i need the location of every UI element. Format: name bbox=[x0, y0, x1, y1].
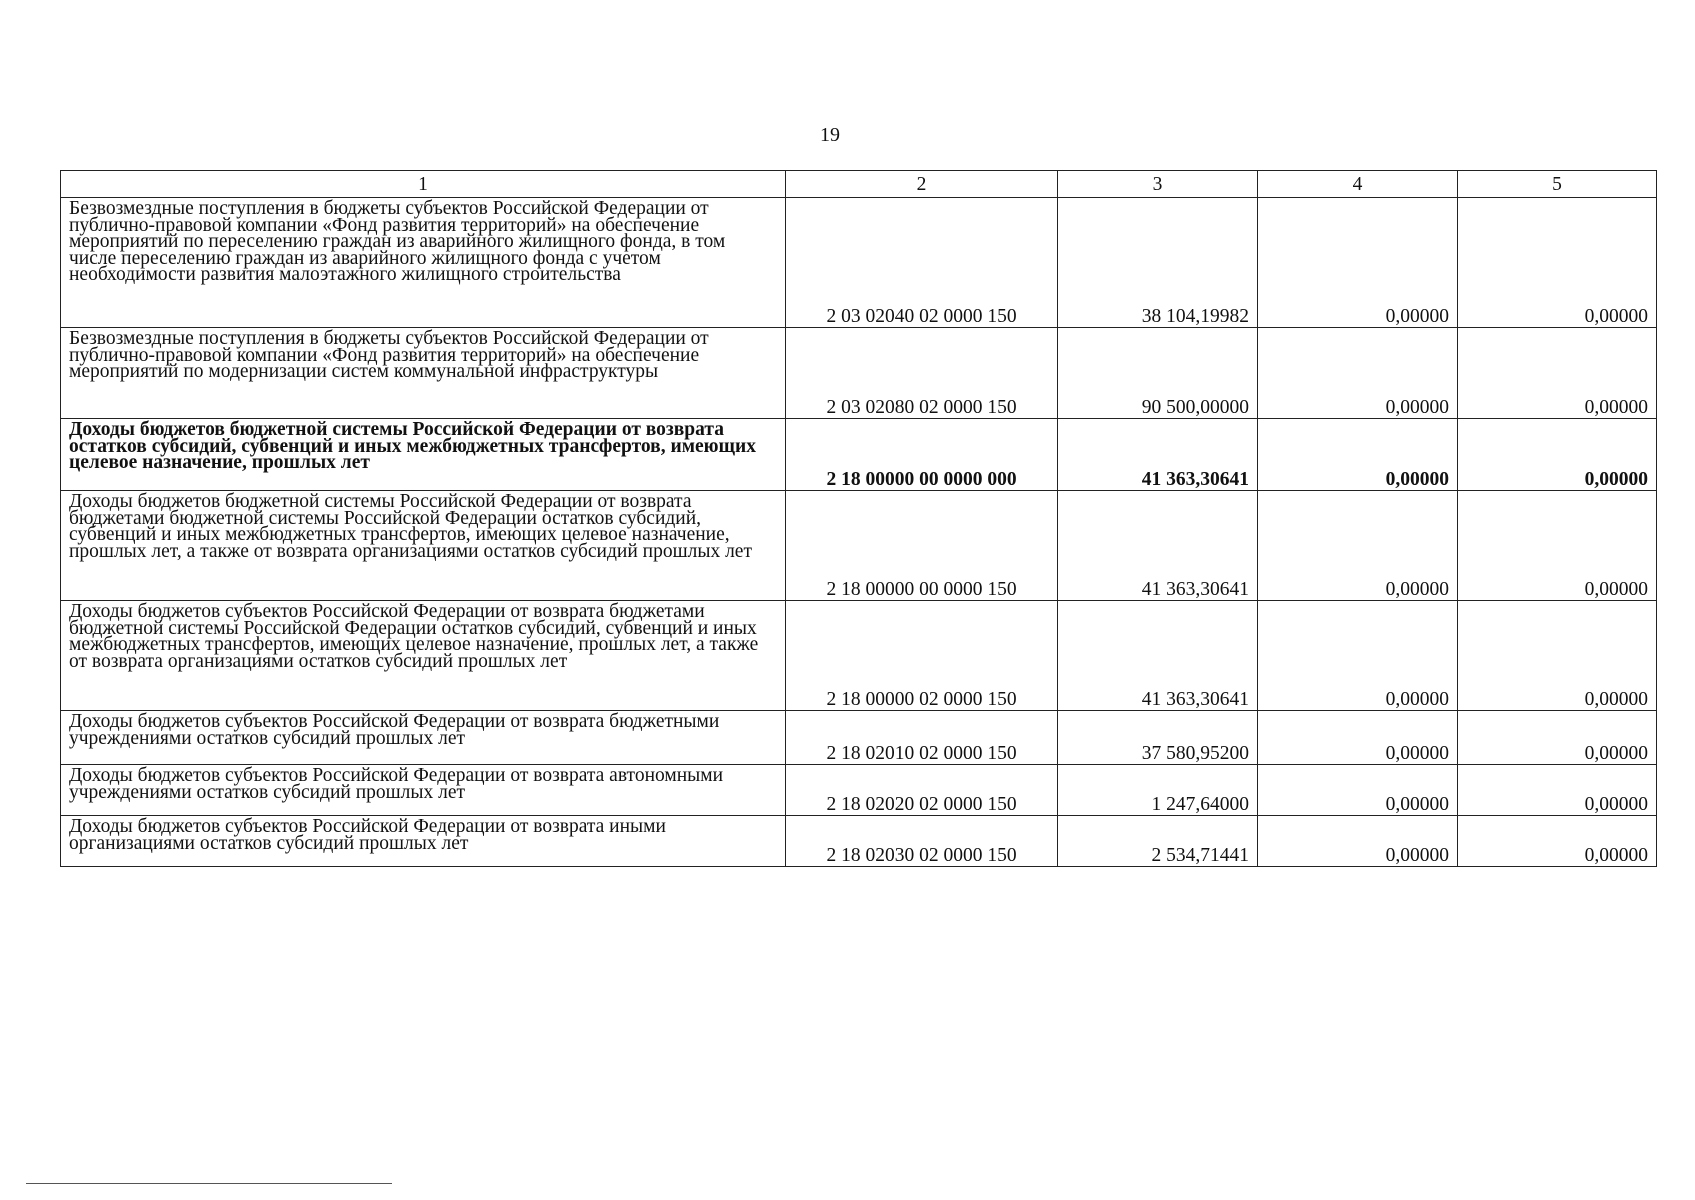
table-row bbox=[61, 491, 1657, 601]
revenue-name-cell: Доходы бюджетов бюджетной системы Российской Федерации от возврата остатков субсидий, субвенций и иных межбюджетных трансфертов, имеющих целевое назначение, прошлых лет bbox=[61, 419, 786, 491]
amount-col3-cell: 38 104,19982 bbox=[1058, 198, 1258, 328]
amount-col3-cell: 41 363,30641 bbox=[1058, 491, 1258, 601]
budget-code-cell: 2 18 00000 00 0000 000 bbox=[786, 419, 1058, 491]
table-row bbox=[61, 419, 1657, 491]
amount-col4-cell: 0,00000 bbox=[1258, 419, 1458, 491]
table-row bbox=[61, 198, 1657, 328]
revenue-name-cell: Доходы бюджетов субъектов Российской Федерации от возврата бюджетами бюджетной системы Российской Федерации остатков субсидий, субвенций и иных межбюджетных трансфертов, имеющих целевое назначение, прошлых лет, а также от возврата организациями остатков субсидий прошлых лет bbox=[61, 601, 786, 711]
amount-col5-cell: 0,00000 bbox=[1458, 328, 1657, 419]
column-header-2: 2 bbox=[786, 171, 1058, 198]
column-header-4: 4 bbox=[1258, 171, 1458, 198]
footer-divider bbox=[26, 1183, 392, 1184]
table-row bbox=[61, 601, 1657, 711]
table-row bbox=[61, 816, 1657, 867]
column-header-3: 3 bbox=[1058, 171, 1258, 198]
amount-col4-cell: 0,00000 bbox=[1258, 491, 1458, 601]
amount-col3-cell: 1 247,64000 bbox=[1058, 765, 1258, 816]
revenue-name-cell: Доходы бюджетов субъектов Российской Федерации от возврата бюджетными учреждениями остатков субсидий прошлых лет bbox=[61, 711, 786, 765]
amount-col5-cell: 0,00000 bbox=[1458, 419, 1657, 491]
column-header-5: 5 bbox=[1458, 171, 1657, 198]
amount-col4-cell: 0,00000 bbox=[1258, 328, 1458, 419]
revenue-name-cell: Безвозмездные поступления в бюджеты субъектов Российской Федерации от публично-правовой компании «Фонд развития территорий» на обеспечение мероприятий по переселению граждан из аварийного жилищного фонда, в том числе переселению граждан из аварийного жилищного фонда с учетом необходимости развития малоэтажного жилищного строительства bbox=[61, 198, 786, 328]
amount-col5-cell: 0,00000 bbox=[1458, 601, 1657, 711]
amount-col5-cell: 0,00000 bbox=[1458, 491, 1657, 601]
amount-col4-cell: 0,00000 bbox=[1258, 816, 1458, 867]
amount-col4-cell: 0,00000 bbox=[1258, 601, 1458, 711]
budget-code-cell: 2 18 02030 02 0000 150 bbox=[786, 816, 1058, 867]
table-header-row bbox=[61, 171, 1657, 198]
amount-col4-cell: 0,00000 bbox=[1258, 198, 1458, 328]
amount-col5-cell: 0,00000 bbox=[1458, 765, 1657, 816]
amount-col4-cell: 0,00000 bbox=[1258, 765, 1458, 816]
amount-col4-cell: 0,00000 bbox=[1258, 711, 1458, 765]
budget-code-cell: 2 18 00000 00 0000 150 bbox=[786, 491, 1058, 601]
amount-col3-cell: 37 580,95200 bbox=[1058, 711, 1258, 765]
budget-code-cell: 2 03 02040 02 0000 150 bbox=[786, 198, 1058, 328]
amount-col3-cell: 90 500,00000 bbox=[1058, 328, 1258, 419]
revenue-name-cell: Доходы бюджетов бюджетной системы Российской Федерации от возврата бюджетами бюджетной системы Российской Федерации остатков субсидий, субвенций и иных межбюджетных трансфертов, имеющих целевое назначение, прошлых лет, а также от возврата организациями остатков субсидий прошлых лет bbox=[61, 491, 786, 601]
budget-revenue-table bbox=[60, 170, 1657, 867]
table-row bbox=[61, 765, 1657, 816]
budget-code-cell: 2 03 02080 02 0000 150 bbox=[786, 328, 1058, 419]
table-row bbox=[61, 328, 1657, 419]
table-row bbox=[61, 711, 1657, 765]
revenue-name-cell: Доходы бюджетов субъектов Российской Федерации от возврата иными организациями остатков субсидий прошлых лет bbox=[61, 816, 786, 867]
budget-code-cell: 2 18 02020 02 0000 150 bbox=[786, 765, 1058, 816]
page-number: 19 bbox=[820, 124, 840, 146]
revenue-name-cell: Доходы бюджетов субъектов Российской Федерации от возврата автономными учреждениями остатков субсидий прошлых лет bbox=[61, 765, 786, 816]
amount-col5-cell: 0,00000 bbox=[1458, 711, 1657, 765]
revenue-name-cell: Безвозмездные поступления в бюджеты субъектов Российской Федерации от публично-правовой компании «Фонд развития территорий» на обеспечение мероприятий по модернизации систем коммунальной инфраструктуры bbox=[61, 328, 786, 419]
amount-col3-cell: 2 534,71441 bbox=[1058, 816, 1258, 867]
amount-col5-cell: 0,00000 bbox=[1458, 198, 1657, 328]
budget-code-cell: 2 18 02010 02 0000 150 bbox=[786, 711, 1058, 765]
budget-code-cell: 2 18 00000 02 0000 150 bbox=[786, 601, 1058, 711]
amount-col3-cell: 41 363,30641 bbox=[1058, 419, 1258, 491]
amount-col5-cell: 0,00000 bbox=[1458, 816, 1657, 867]
amount-col3-cell: 41 363,30641 bbox=[1058, 601, 1258, 711]
column-header-1: 1 bbox=[61, 171, 786, 198]
